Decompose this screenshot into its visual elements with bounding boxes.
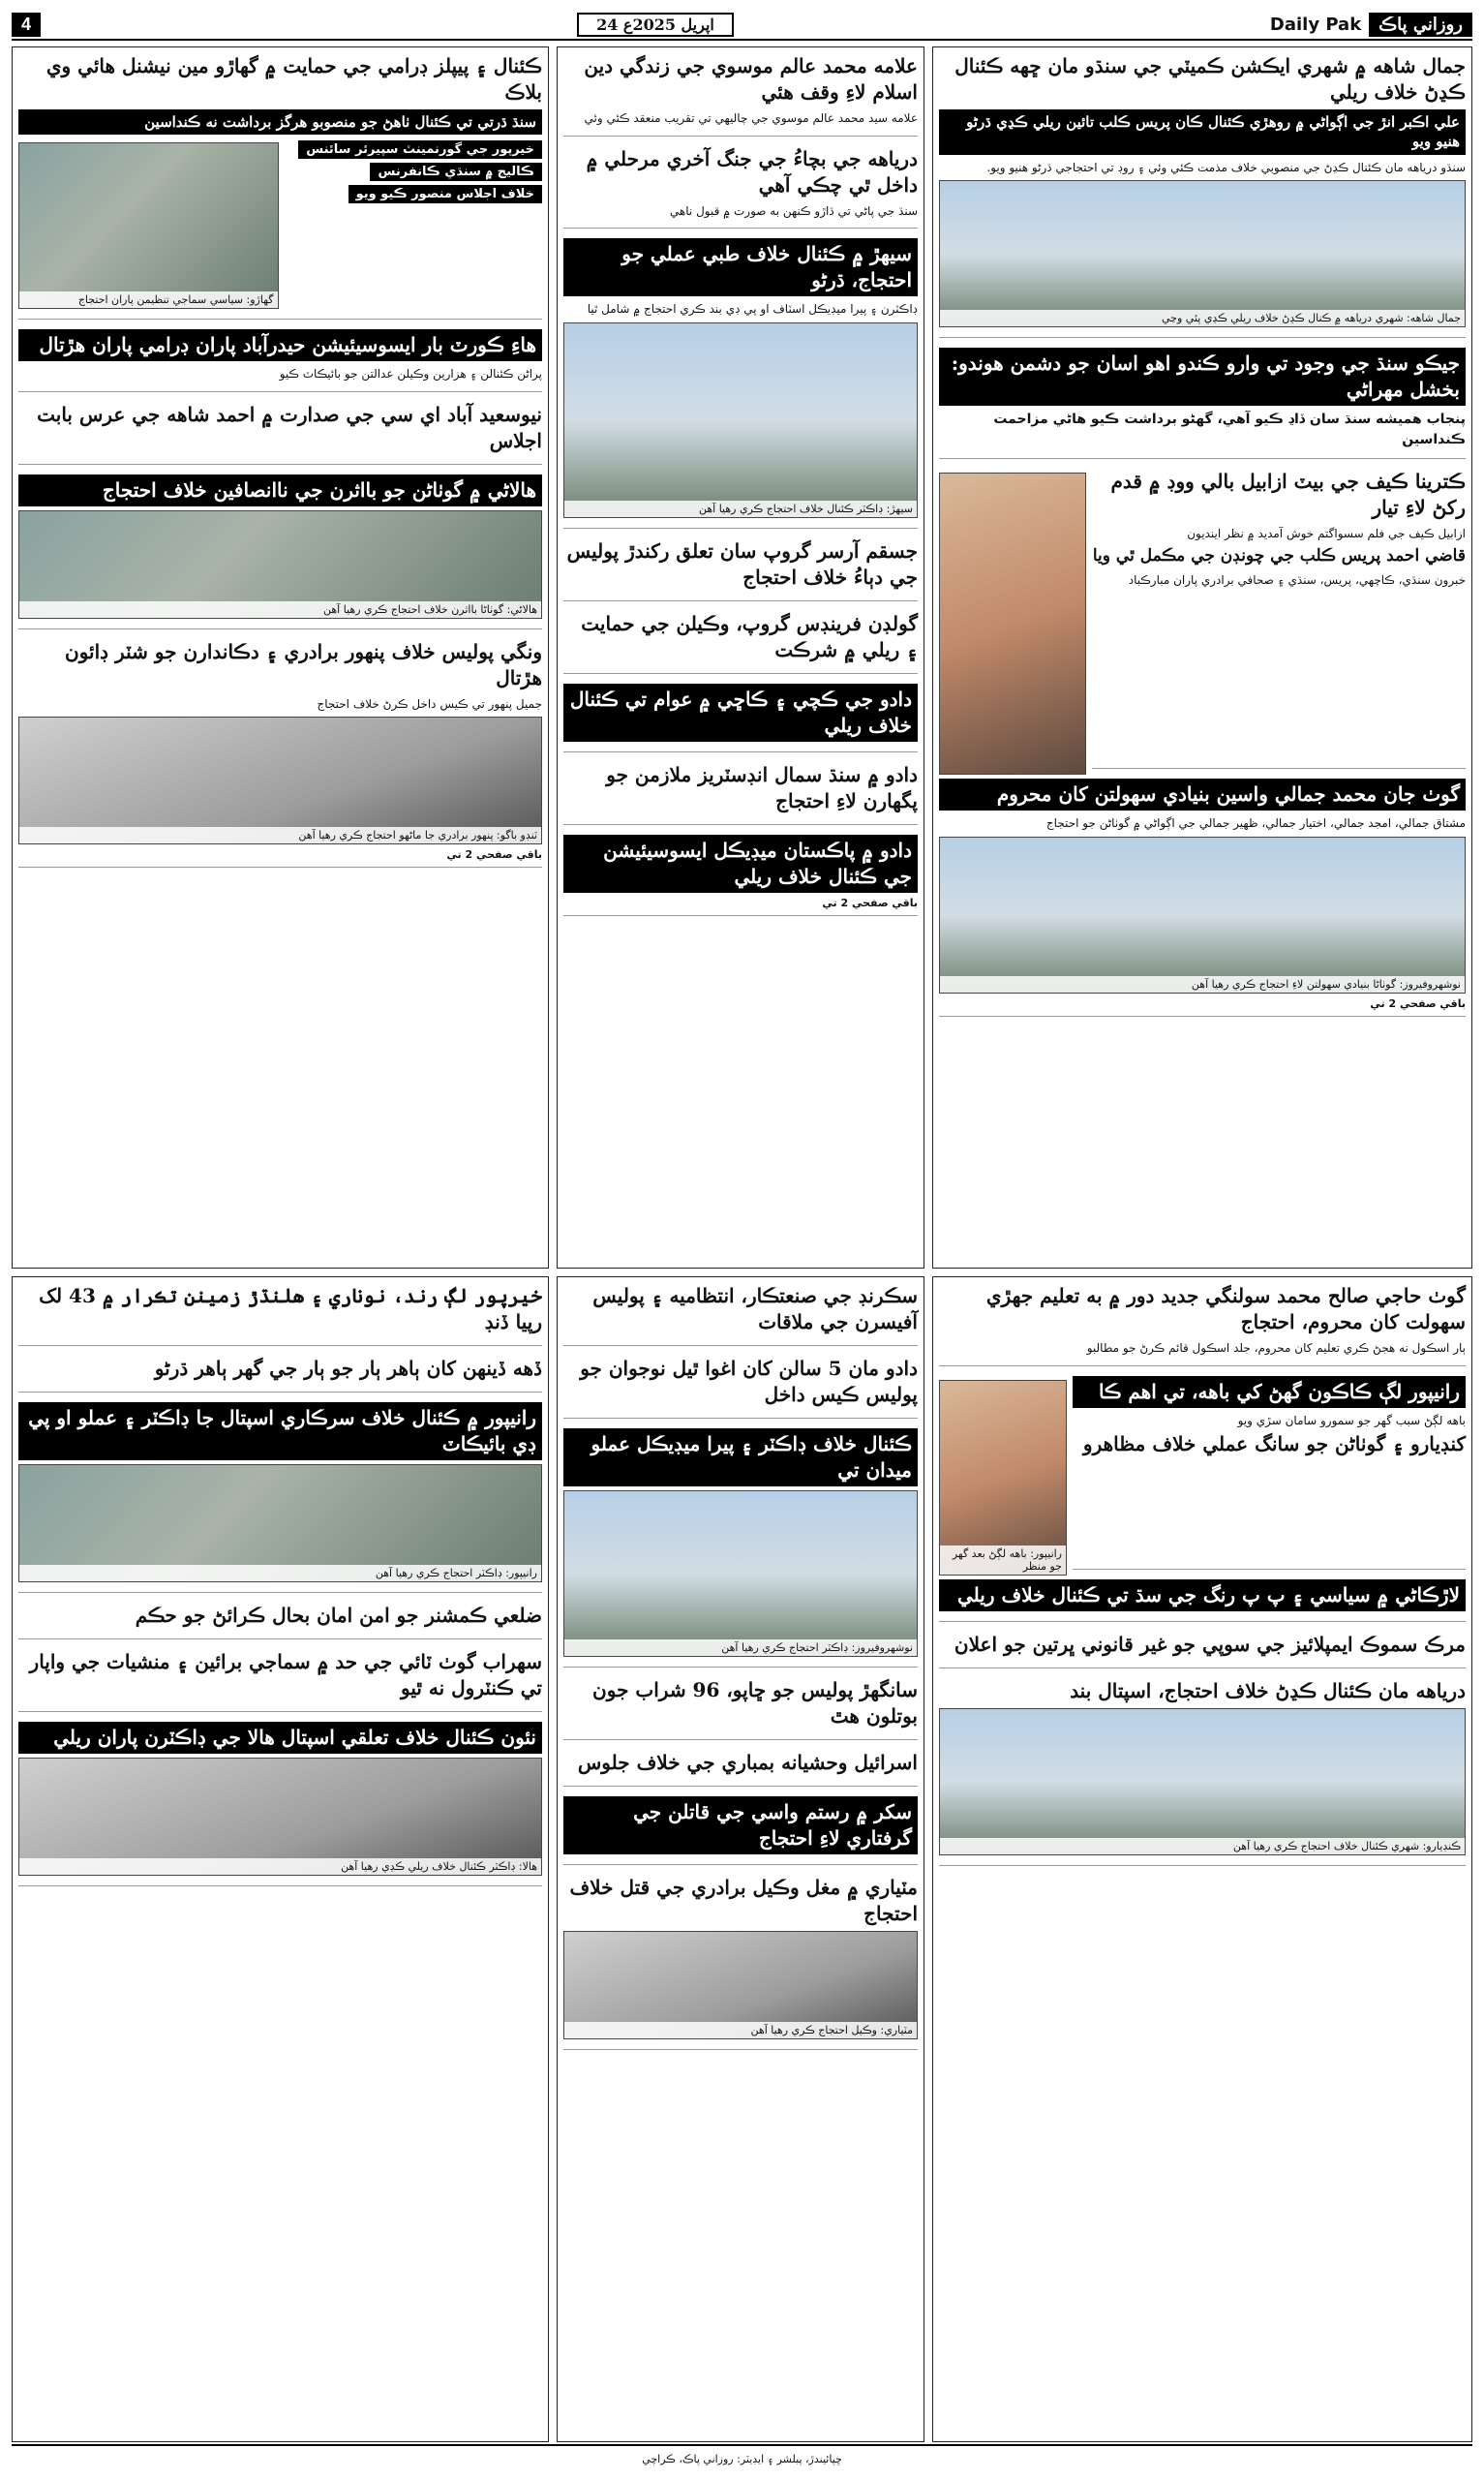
- photo-caption: هالاڻي: گوٺاڻا بااثرن خلاف احتجاج ڪري رهيا آهن: [19, 601, 541, 618]
- story: [18, 1649, 542, 1712]
- page-number: 4: [12, 13, 41, 37]
- story: [563, 1356, 918, 1419]
- box-label: خيرپور جي گورنمينٽ سپيرئر سائنس: [298, 140, 542, 159]
- headline: سکر ۾ رستم واسي جي قاتلن جي گرفتاري لاءِ احتجاج: [563, 1796, 918, 1854]
- story: [563, 538, 918, 601]
- story: [18, 1283, 542, 1346]
- headline: کنڊيارو ۽ گوٺاڻن جو سانگ عملي خلاف مظاهرو: [1082, 1432, 1466, 1456]
- photo-caption: جمال شاهه: شهري درياهه ۾ ڪنال ڪڍڻ خلاف ريلي ڪڍي پئي وڃي: [940, 310, 1465, 326]
- photo-caption: مٽياري: وڪيل احتجاج ڪري رهيا آهن: [564, 2022, 917, 2038]
- headline: گولڊن فرينڊس گروپ، وڪيلن جي حمايت ۽ ريلي ۾ شرڪت: [581, 611, 918, 661]
- story: [563, 238, 918, 529]
- column-top-right: [932, 46, 1472, 1269]
- story-photo: [939, 180, 1466, 327]
- photo-caption: هالا: ڊاڪٽر ڪئنال خلاف ريلي ڪڍي رهيا آهن: [19, 1858, 541, 1875]
- story: [18, 1402, 542, 1593]
- column-bottom-right: [932, 1276, 1472, 2442]
- column-top-left: [12, 46, 549, 1269]
- story: [18, 1356, 542, 1393]
- story: [939, 1678, 1466, 1866]
- headline: ضلعي ڪمشنر جو امن امان بحال ڪرائڻ جو حڪم: [135, 1604, 542, 1627]
- story-body: سنڌو درياهه مان ڪئنال ڪڍڻ جي منصوبي خلاف مذمت ڪئي وئي ۽ روڊ تي احتجاجي ڌرڻو هنيو ويو.: [986, 160, 1466, 174]
- headline: سڪرنڊ جي صنعتڪار، انتظاميه ۽ پوليس آفيسرن جي ملاقات: [592, 1284, 918, 1333]
- story: [563, 1283, 918, 1346]
- story-body: علامه سيد محمد عالم موسوي جي چاليهي تي تقريب منعقد ڪئي وئي: [584, 111, 918, 125]
- headline: دادو مان 5 سالن کان اغوا ٿيل نوجوان جو پوليس ڪيس داخل: [580, 1357, 918, 1406]
- story: [563, 146, 918, 230]
- story: [1073, 1376, 1466, 1570]
- headline: دادو جي ڪچي ۽ ڪاڇي ۾ عوام تي ڪئنال خلاف ريلي: [563, 684, 918, 742]
- headline: نيوسعيد آباد اي سي جي صدارت ۾ احمد شاهه جي عرس بابت اجلاس: [37, 402, 542, 452]
- imprint-footer: ڇپائيندڙ، پبلشر ۽ ايڊيٽر: روزاني پاڪ، ڪراچي: [12, 2444, 1472, 2471]
- continued-label: باقي صفحي 2 تي: [1370, 996, 1466, 1010]
- story-body: پراڻن ڪئنالن ۽ هزارين وڪيلن عدالتن جو بائيڪاٽ ڪيو: [279, 367, 542, 382]
- story: [563, 762, 918, 825]
- continued-label: باقي صفحي 2 تي: [446, 848, 542, 862]
- headline: ڏهه ڏينهن کان ٻاهر ٻار جو ٻار جي گهر ٻاهر ڌرڻو: [154, 1357, 542, 1380]
- photo-caption: گهاڙو: سياسي سماجي تنظيمن پاران احتجاج: [19, 291, 278, 308]
- box-label: خلاف اجلاس منصور ڪيو ويو: [348, 185, 542, 203]
- subheadline: سنڌ ڌرتي تي ڪئنال ٺاهڻ جو منصوبو هرگز برداشت نه ڪنداسين: [18, 109, 542, 135]
- story-body: ڊاڪٽرن ۽ پيرا ميڊيڪل اسٽاف او پي ڊي بند ڪري احتجاج ۾ شامل ٿيا: [587, 302, 918, 317]
- story-photo: [18, 717, 542, 844]
- story-body: جميل پنهور تي ڪيس داخل ڪرڻ خلاف احتجاج: [317, 696, 542, 711]
- headline: ڪئنال خلاف ڊاڪٽر ۽ پيرا ميڊيڪل عملو ميدان تي: [563, 1428, 918, 1486]
- headline: سهراب گوٺ ٽائي جي حد ۾ سماجي برائين ۽ منشيات جي واپار تي ڪنٽرول نه ٿيو: [29, 1650, 542, 1699]
- photo-caption: ڪنڊيارو: شهري ڪئنال خلاف احتجاج ڪري رهيا آهن: [940, 1838, 1465, 1854]
- headline: هاءِ ڪورٽ بار ايسوسيئيشن حيدرآباد پاران ڊرامي پاران هڙتال: [18, 329, 542, 361]
- photo-caption: ٽنڊو باگو: پنهور برادري جا ماڻهو احتجاج ڪري رهيا آهن: [19, 827, 541, 843]
- story: [18, 402, 542, 465]
- story: [563, 1677, 918, 1740]
- headline: مٽياري ۾ مغل وڪيل برادري جي قتل خلاف احتجاج: [569, 1876, 918, 1925]
- story-photo: [563, 1490, 918, 1657]
- story: [18, 1722, 542, 1886]
- photo-caption: سيهڙ: ڊاڪٽر ڪئنال خلاف احتجاج ڪري رهيا آهن: [564, 501, 917, 517]
- story: [563, 1428, 918, 1668]
- story: [563, 835, 918, 916]
- story: [18, 329, 542, 392]
- story: [18, 53, 542, 320]
- headline: هالاڻي ۾ گوٺاڻن جو بااثرن جي ناانصافين خلاف احتجاج: [18, 474, 542, 506]
- photo-caption: نوشهروفيروز: گوٺاڻا بنيادي سهولتن لاءِ احتجاج ڪري رهيا آهن: [940, 976, 1465, 993]
- headline: رانيپور لڳ ڪاڪون گهڻ کي باهه، تي اهم ڪا: [1073, 1376, 1466, 1408]
- story: [563, 53, 918, 137]
- story-photo: [563, 1931, 918, 2039]
- headline: اسرائيل وحشيانه بمباري جي خلاف جلوس: [577, 1751, 918, 1774]
- headline: سانگهڙ پوليس جو ڇاپو، 96 شراب جون بوتلون هٿ: [592, 1678, 918, 1728]
- headline: درياهه جي بچاءُ جي جنگ آخري مرحلي ۾ داخل ٿي چڪي آهي: [586, 146, 918, 197]
- box-label: ڪاليج ۾ سنڌي ڪانفرنس: [370, 163, 542, 181]
- headline: قاضي احمد پريس ڪلب جي چونڊن جي مڪمل ٿي ويا: [1092, 545, 1466, 566]
- story: [18, 474, 542, 629]
- headline: سيهڙ ۾ ڪئنال خلاف طبي عملي جو احتجاج، ڌرڻو: [563, 238, 918, 296]
- story: [939, 1579, 1466, 1622]
- celebrity-photo: [939, 473, 1086, 775]
- story-photo: [939, 1708, 1466, 1855]
- headline: ونگي پوليس خلاف پنهور برادري ۽ دڪاندارن جو شٽر ڊائون هڙتال: [65, 639, 542, 689]
- story: [563, 1796, 918, 1865]
- brand: [1270, 13, 1472, 37]
- story-photo: [18, 142, 279, 309]
- headline: ڪئنال ۽ پيپلز ڊرامي جي حمايت ۾ گهاڙو مين نيشنل هائي وي بلاڪ: [45, 54, 542, 104]
- photo-caption: نوشهروفيروز: ڊاڪٽر احتجاج ڪري رهيا آهن: [564, 1639, 917, 1656]
- column-bottom-left: [12, 1276, 549, 2442]
- story: [939, 53, 1466, 338]
- continued-label: باقي صفحي 2 تي: [822, 896, 918, 909]
- headline: جيڪو سنڌ جي وجود تي وارو ڪندو اهو اسان جو دشمن هوندو: بخشل مهراڻي: [939, 348, 1466, 406]
- story: [939, 348, 1466, 459]
- brand-latin: Daily Pak: [1269, 14, 1362, 35]
- headline: دادو ۾ سنڌ سمال انڊسٽريز ملازمن جو پگهارن لاءِ احتجاج: [606, 762, 918, 812]
- story: [563, 1750, 918, 1787]
- column-bottom-mid: [557, 1276, 924, 2442]
- subheadline: علي اڪبر انڙ جي اڳواڻي ۾ روهڙي ڪئنال ڪان پريس ڪلب تائين ريلي ڪڍي ڌرڻو هنيو ويو: [939, 109, 1466, 155]
- photo-caption: رانيپور: باهه لڳڻ بعد گهر جو منظر: [940, 1546, 1066, 1575]
- issue-date: 24 اپريل 2025ع: [577, 13, 734, 37]
- headline: علامه محمد عالم موسوي جي زندگي دين اسلام لاءِ وقف هئي: [584, 54, 918, 104]
- story-photo: [563, 322, 918, 518]
- headline: جسقم آرسر گروپ سان تعلق رکندڙ پوليس جي دٻاءُ خلاف احتجاج: [566, 538, 918, 589]
- story: [563, 1875, 918, 2050]
- headline: جمال شاهه ۾ شهري ايڪشن ڪميٽي جي سنڌو مان ڇهه ڪئنال ڪڍڻ خلاف ريلي: [954, 54, 1466, 104]
- story-body: سنڌ جي پاڻي تي ڌاڙو ڪنهن به صورت ۾ قبول ناهي: [669, 203, 918, 218]
- headline: گوٺ حاجي صالح محمد سولنگي جديد دور ۾ به تعليم جهڙي سهولت کان محروم، احتجاج: [985, 1284, 1466, 1333]
- headline: ڪترينا ڪيف جي بيٽ ازابيل بالي ووڊ ۾ قدم رکڻ لاءِ تيار: [1110, 470, 1466, 520]
- masthead: [12, 10, 1472, 41]
- story-body: خبرون سنڌي، ڪاچهي، پريس، سنڌي ۽ صحافي برادري پاران مبارڪباد: [1128, 572, 1466, 587]
- story: [18, 1603, 542, 1639]
- story-body: باهه لڳڻ سبب گهر جو سمورو سامان سڙي ويو: [1237, 1413, 1466, 1427]
- story-photo: [939, 1380, 1067, 1576]
- headline: درياهه مان ڪئنال ڪڍڻ خلاف احتجاج، اسپتال بند: [1070, 1678, 1466, 1702]
- story: [939, 1283, 1466, 1366]
- photo-caption: رانيپور: ڊاڪٽر احتجاج ڪري رهيا آهن: [19, 1565, 541, 1581]
- story-body: مشتاق جمالي، امجد جمالي، اختيار جمالي، ظهير جمالي جي اڳواڻي ۾ گوٺاڻن جو احتجاج: [1045, 816, 1466, 831]
- headline: گوٺ جان محمد جمالي واسين بنيادي سهولتن کان محروم: [939, 779, 1466, 811]
- article-grid: [12, 46, 1472, 2442]
- story-photo: [18, 1758, 542, 1876]
- subheadline: پنجاب هميشه سنڌ سان ڏاڍ ڪيو آهي، گهڻو برداشت ڪيو هاڻي مزاحمت ڪنداسين: [993, 412, 1466, 448]
- story-body: ازابيل ڪيف جي فلم سسواگتم خوش آمديد ۾ نظر اينديون: [1187, 527, 1466, 541]
- story-body: ٻار اسڪول نه هجڻ ڪري تعليم کان محروم، جلد اسڪول قائم ڪرڻ جو مطالبو: [1086, 1341, 1466, 1355]
- story: [939, 1632, 1466, 1668]
- headline: رانيپور ۾ ڪئنال خلاف سرڪاري اسپتال جا ڊاڪٽر ۽ عملو او پي ڊي بائيڪاٽ: [18, 1402, 542, 1460]
- story-photo: [939, 837, 1466, 994]
- brand-sindhi: روزاني پاڪ: [1369, 13, 1472, 37]
- headline: مرڪ سموڪ ايمپلائيز جي سوپي جو غير قانوني ڀرتين جو اعلان: [954, 1632, 1466, 1656]
- column-top-mid: [557, 46, 924, 1269]
- story: [563, 684, 918, 752]
- headline: نئون ڪئنال خلاف تعلقي اسپتال هالا جي ڊاڪٽرن پاران ريلي: [18, 1722, 542, 1754]
- headline: دادو ۾ پاڪستان ميڊيڪل ايسوسيئيشن جي ڪئنال خلاف ريلي: [563, 835, 918, 893]
- story-photo: [18, 1464, 542, 1582]
- story: [563, 611, 918, 674]
- headline: خيرپور لڳ رند، نوناري ۽ هلنڌڙ زمينن تڪرار ۾ 43 لک رپيا ڏنڊ: [39, 1284, 542, 1333]
- headline: لاڙڪاڻي ۾ سياسي ۽ پ پ رنگ جي سڌ تي ڪئنال خلاف ريلي: [939, 1579, 1466, 1611]
- story: [18, 639, 542, 869]
- story-photo: [18, 510, 542, 619]
- story: [939, 779, 1466, 1017]
- story: [1092, 469, 1466, 769]
